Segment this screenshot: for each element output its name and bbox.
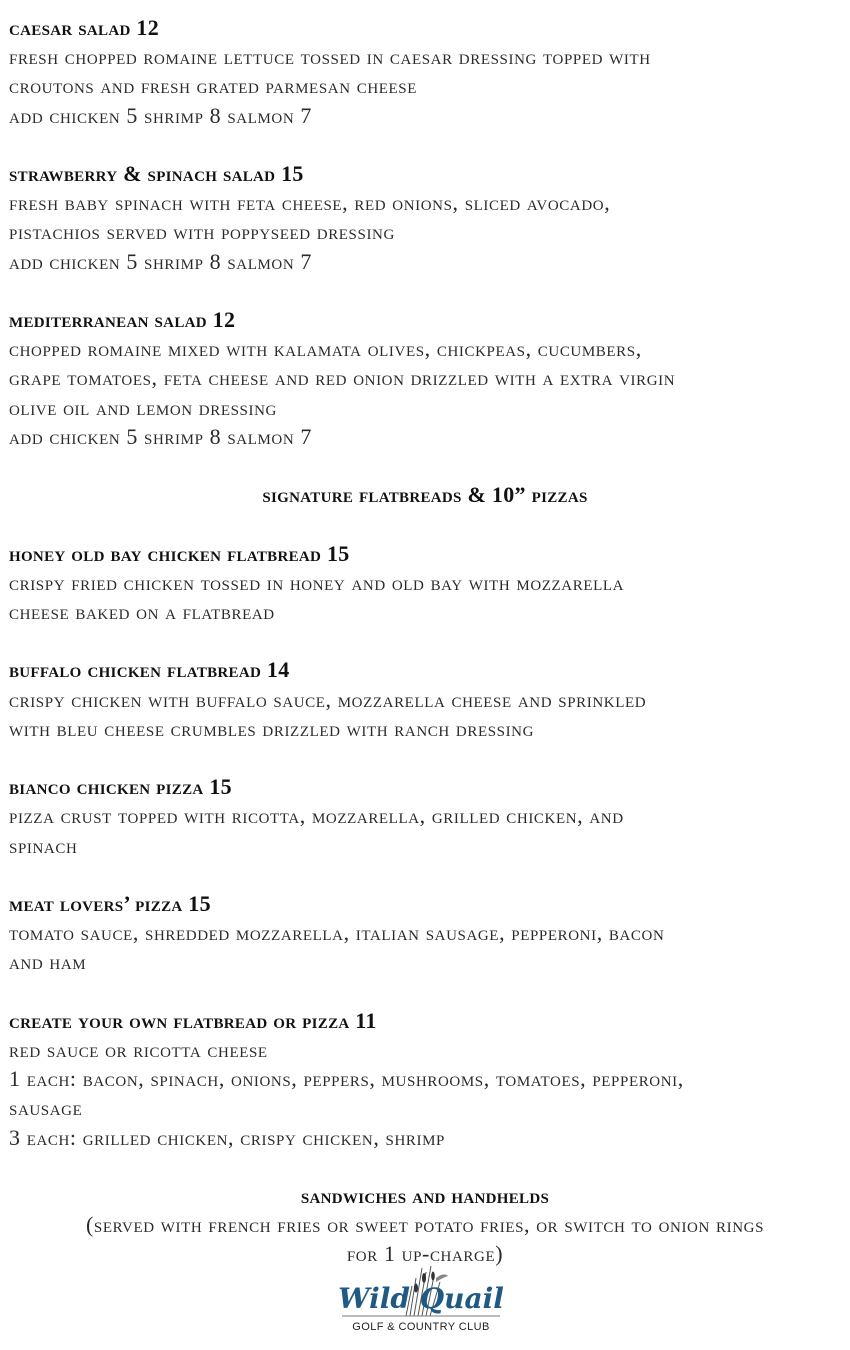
- menu-item-honey-old-bay-flatbread: [9, 539, 844, 627]
- item-description-line: 1 each: bacon, spinach, onions, peppers, mushrooms, tomatoes, pepperoni,: [9, 1066, 684, 1092]
- item-title: create your own flatbread or pizza 11: [9, 1007, 377, 1033]
- item-title: meat lovers’ pizza 15: [9, 890, 211, 916]
- wild-quail-logo: [336, 1262, 506, 1338]
- item-description-line: cheese baked on a flatbread: [9, 599, 275, 624]
- menu-page: [9, 13, 844, 1269]
- item-description-line: with bleu cheese crumbles drizzled with ranch dressing: [9, 715, 535, 741]
- cattail-reeds-icon: [336, 1262, 506, 1338]
- item-description-line: sausage: [9, 1095, 83, 1121]
- item-title: bianco chicken pizza 15: [9, 774, 232, 800]
- item-addons: add chicken 5 shrimp 8 salmon 7: [9, 248, 312, 274]
- item-title: buffalo chicken flatbread 14: [9, 657, 290, 683]
- item-addons: add chicken 5 shrimp 8 salmon 7: [9, 102, 312, 128]
- item-description-line: fresh baby spinach with feta cheese, red onions, sliced avocado,: [9, 190, 611, 216]
- logo-script-text: Wild Quail: [338, 1282, 504, 1315]
- menu-item-strawberry-spinach-salad: [9, 159, 844, 276]
- item-description-line: red sauce or ricotta cheese: [9, 1036, 268, 1062]
- item-description-line: croutons and fresh grated parmesan cheese: [9, 73, 417, 99]
- item-description-line: 3 each: grilled chicken, crispy chicken, shrimp: [9, 1124, 446, 1150]
- menu-item-caesar-salad: [9, 13, 844, 130]
- item-description-line: fresh chopped romaine lettuce tossed in caesar dressing topped with: [9, 44, 651, 70]
- menu-item-mediterranean-salad: [9, 305, 844, 451]
- item-title: caesar salad 12: [9, 15, 160, 40]
- item-description-line: olive oil and lemon dressing: [9, 394, 277, 420]
- section-note-line: for 1 up-charge): [346, 1241, 504, 1267]
- menu-item-meat-lovers-pizza: [9, 889, 844, 977]
- item-description-line: crispy fried chicken tossed in honey and old bay with mozzarella: [9, 569, 625, 595]
- item-description-line: and ham: [9, 949, 87, 975]
- item-description-line: crispy chicken with buffalo sauce, mozzarella cheese and sprinkled: [9, 686, 647, 712]
- item-title: strawberry & spinach salad 15: [9, 161, 304, 186]
- section-heading-flatbreads: signature flatbreads & 10” pizzas: [262, 482, 588, 508]
- item-description-line: chopped romaine mixed with kalamata olives, chickpeas, cucumbers,: [9, 336, 642, 362]
- item-title: honey old bay chicken flatbread 15: [9, 540, 350, 566]
- item-addons: add chicken 5 shrimp 8 salmon 7: [9, 423, 312, 449]
- menu-item-create-your-own: [9, 1006, 844, 1152]
- menu-item-buffalo-chicken-flatbread: [9, 655, 844, 743]
- section-note-line: (served with french fries or sweet potato fries, or switch to onion rings: [85, 1212, 765, 1238]
- item-description-line: grape tomatoes, feta cheese and red onion drizzled with a extra virgin: [9, 365, 676, 391]
- item-description-line: tomato sauce, shredded mozzarella, italian sausage, pepperoni, bacon: [9, 920, 665, 946]
- item-title: mediterranean salad 12: [9, 307, 236, 332]
- section-heading-sandwiches: sandwiches and handhelds: [300, 1182, 550, 1208]
- menu-item-bianco-chicken-pizza: [9, 772, 844, 860]
- item-description-line: pizza crust topped with ricotta, mozzarella, grilled chicken, and: [9, 803, 624, 829]
- item-description-line: pistachios served with poppyseed dressing: [9, 219, 395, 245]
- logo-subtitle: GOLF & COUNTRY CLUB: [352, 1321, 490, 1333]
- item-description-line: spinach: [9, 832, 78, 858]
